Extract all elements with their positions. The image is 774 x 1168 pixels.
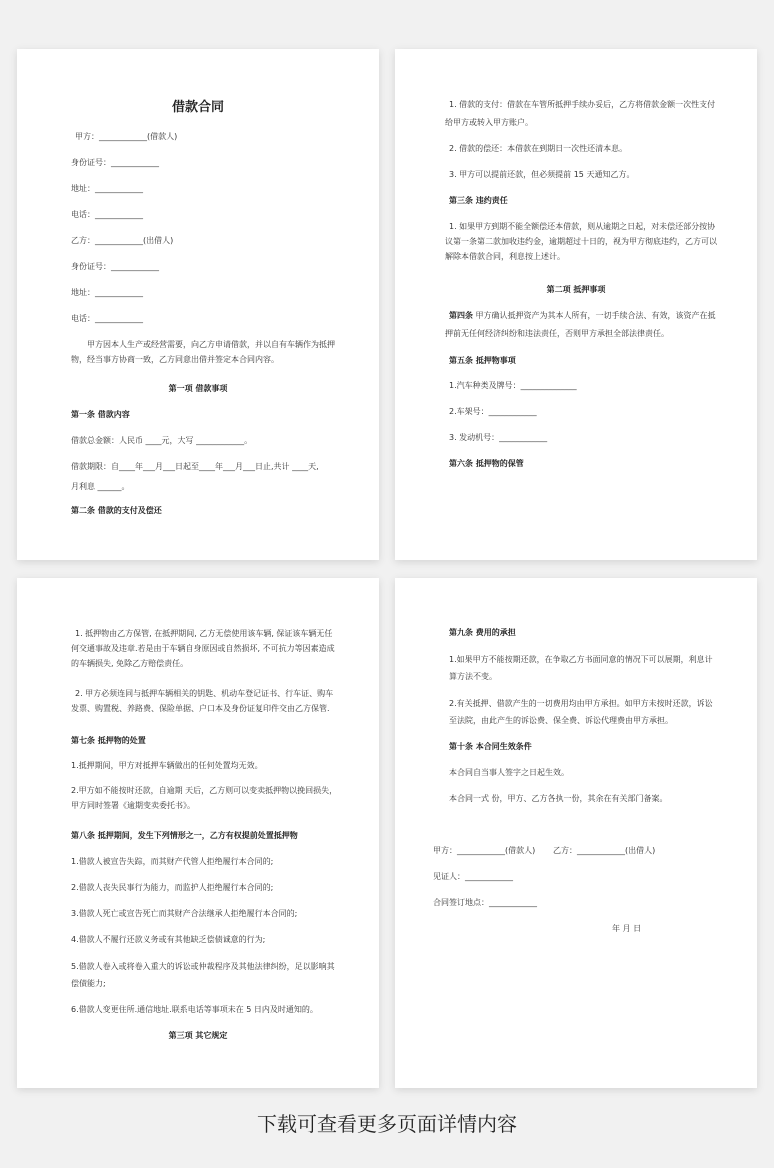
signing-place-line: 合同签订地点：____________ bbox=[433, 898, 537, 907]
article-4-text: 甲方确认抵押资产为其本人所有，一切手续合法、有效，该资产在抵押前无任何经济纠纷和违法责任，否则甲方承担全部法律责任。 bbox=[445, 311, 716, 338]
car-type-plate-line: 1.汽车种类及牌号：______________ bbox=[449, 381, 577, 390]
contract-title: 借款合同 bbox=[171, 100, 224, 115]
effectiveness-clause-1: 本合同自当事人签字之日起生效。 bbox=[449, 768, 569, 777]
fee-clause-2: 2.有关抵押、借款产生的一切费用均由甲方承担。如甲方未按时还款，诉讼至法院，由此产生的诉讼费、保全费、诉讼代理费由甲方承担。 bbox=[449, 699, 713, 725]
monthly-interest-line: 月利息 ______。 bbox=[71, 482, 130, 491]
article-6-heading: 第六条 抵押物的保管 bbox=[449, 459, 524, 468]
condition-5: 5.借款人卷入或将卷入重大的诉讼或仲裁程序及其他法律纠纷，足以影响其偿债能力; bbox=[71, 962, 335, 988]
disposal-clause-2: 2.甲方如不能按时还款，自逾期 天后，乙方则可以变卖抵押物以挽回损失，甲方同时签署《逾期变卖委托书》。 bbox=[71, 786, 338, 810]
party-b-id-line: 身份证号：____________ bbox=[71, 262, 159, 271]
document-page-3 bbox=[17, 578, 379, 1088]
section-2-heading: 第二项 抵押事项 bbox=[546, 285, 606, 294]
document-page-2 bbox=[395, 49, 757, 560]
party-b-phone-line: 电话：____________ bbox=[71, 314, 143, 323]
signature-party-a: 甲方：____________(借款人) bbox=[433, 846, 536, 855]
party-b-address-line: 地址：____________ bbox=[71, 288, 143, 297]
article-3-heading: 第三条 违约责任 bbox=[449, 196, 508, 205]
preamble-paragraph: 甲方因本人生产或经营需要，向乙方申请借款，并以自有车辆作为抵押物，经当事方协商一致，乙方同意出借并签定本合同内容。 bbox=[71, 340, 335, 364]
fee-clause-1: 1.如果甲方不能按期还款，在争取乙方书面同意的情况下可以展期，利息计算方法不变。 bbox=[449, 655, 713, 681]
article-7-heading: 第七条 抵押物的处置 bbox=[71, 736, 146, 745]
party-a-address-line: 地址：____________ bbox=[71, 184, 143, 193]
party-b-line: 乙方：____________(出借人) bbox=[71, 236, 174, 245]
article-8-heading: 第八条 抵押期间，发生下列情形之一，乙方有权提前处置抵押物 bbox=[71, 831, 298, 840]
party-a-line: 甲方：____________(借款人) bbox=[75, 132, 178, 141]
condition-4: 4.借款人不履行还款义务或有其他缺乏偿债诚意的行为; bbox=[71, 935, 266, 944]
article-5-heading: 第五条 抵押物事项 bbox=[449, 356, 516, 365]
article-4-paragraph bbox=[445, 307, 717, 343]
custody-clause-2: 2. 甲方必须连同与抵押车辆相关的钥匙、机动车登记证书、行车证、购车发票、购置税、养路费、保险单据、户口本及身份证复印件交由乙方保管. bbox=[71, 689, 334, 713]
condition-6: 6.借款人变更住所.通信地址.联系电话等事项未在 5 日内及时通知的。 bbox=[71, 1005, 318, 1014]
loan-term-line: 借款期限：自____年___月___日起至____年___月___日止,共计 ____天, bbox=[71, 462, 319, 471]
payment-clause-2: 2. 借款的偿还：本借款在到期日一次性还清本息。 bbox=[449, 144, 628, 153]
party-a-phone-line: 电话：____________ bbox=[71, 210, 143, 219]
document-page-1 bbox=[17, 49, 379, 560]
article-4-label: 第四条 bbox=[449, 311, 473, 320]
condition-3: 3.借款人死亡或宣告死亡而其财产合法继承人拒绝履行本合同的; bbox=[71, 909, 298, 918]
article-9-heading: 第九条 费用的承担 bbox=[449, 628, 516, 637]
vin-line: 2.车架号：____________ bbox=[449, 407, 537, 416]
payment-clause-1: 1. 借款的支付：借款在车管所抵押手续办妥后，乙方将借款金额一次性支付给甲方或转入甲方账户。 bbox=[445, 100, 716, 127]
signature-party-b: 乙方：____________(出借人) bbox=[553, 846, 656, 855]
condition-2: 2.借款人丧失民事行为能力，而监护人拒绝履行本合同的; bbox=[71, 883, 274, 892]
payment-clause-3: 3. 甲方可以提前还款，但必须提前 15 天通知乙方。 bbox=[449, 170, 635, 179]
breach-clause-1: 1. 如果甲方到期不能全额偿还本借款，则从逾期之日起，对未偿还部分按协议第一条第二款加收违约金，逾期超过十日的，视为甲方彻底违约，乙方可以解除本借款合同，利息按上述计。 bbox=[445, 222, 717, 261]
condition-1: 1.借款人被宣告失踪，而其财产代管人拒绝履行本合同的; bbox=[71, 857, 274, 866]
signing-date-line: 年 月 日 bbox=[612, 924, 642, 933]
effectiveness-clause-2: 本合同一式 份，甲方、乙方各执一份，其余在有关部门备案。 bbox=[449, 794, 668, 803]
custody-clause-1: 1. 抵押物由乙方保管, 在抵押期间, 乙方无偿使用该车辆, 保证该车辆无任何交通事故及违章.若是由于车辆自身原因或自然损坏, 不可抗力等因素造成的车辆损失, 免除乙方赔偿责任。 bbox=[71, 629, 335, 668]
section-3-heading: 第三项 其它规定 bbox=[168, 1031, 228, 1040]
download-more-caption: 下载可查看更多页面详情内容 bbox=[257, 1112, 517, 1136]
article-10-heading: 第十条 本合同生效条件 bbox=[449, 742, 532, 751]
article-2-heading: 第二条 借款的支付及偿还 bbox=[71, 506, 162, 515]
disposal-clause-1: 1.抵押期间，甲方对抵押车辆做出的任何处置均无效。 bbox=[71, 761, 263, 770]
engine-number-line: 3. 发动机号：____________ bbox=[449, 433, 548, 442]
party-a-id-line: 身份证号：____________ bbox=[71, 158, 159, 167]
witness-line: 见证人：____________ bbox=[433, 872, 513, 881]
document-page-4 bbox=[395, 578, 757, 1088]
article-1-heading: 第一条 借款内容 bbox=[71, 410, 130, 419]
loan-amount-line: 借款总金额：人民币 ____元，大写 ____________。 bbox=[71, 436, 253, 445]
section-1-heading: 第一项 借款事项 bbox=[168, 384, 228, 393]
